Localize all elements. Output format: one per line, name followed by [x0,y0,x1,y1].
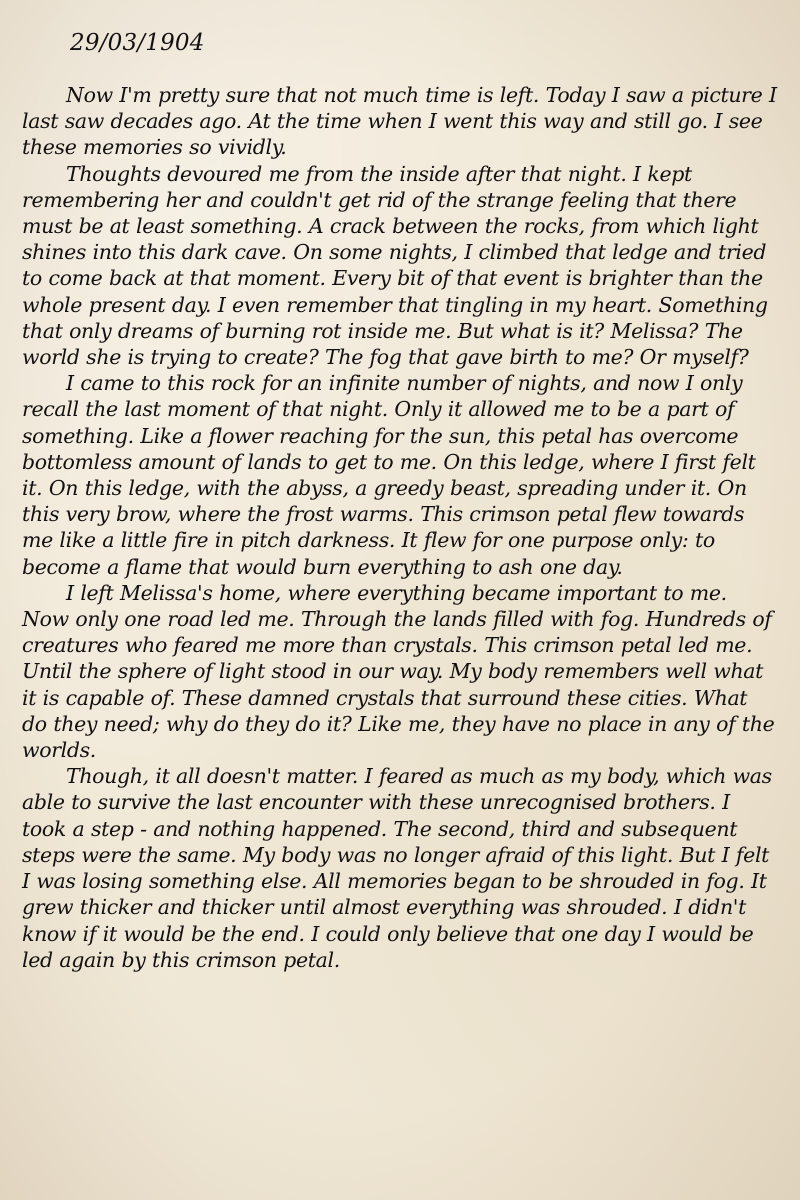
paragraph-2: Thoughts devoured me from the inside after that night. I kept remembering her and couldn't get rid of the strange feeling that there must be at least something. A crack between the rocks, from which light shines into this dark cave. On some nights, I climbed that ledge and tried to come back at that moment. Every bit of that event is brighter than the whole present day. I even remember that tingling in my heart. Something that only dreams of burning rot inside me. But what is it? Melissa? The world she is trying to create? The fog that gave birth to me? Or myself? [22,161,768,370]
entry-date: 29/03/1904 [70,30,205,56]
paragraph-1: Now I'm pretty sure that not much time is left. Today I saw a picture I last saw decades ago. At the time when I went this way and still go. I see these memories so vividly. [22,83,777,160]
paragraph-3: I came to this rock for an infinite number of nights, and now I only recall the last moment of that night. Only it allowed me to be a part of something. Like a flower reaching for the sun, this petal has overcome bottomless amount of lands to get to me. On this ledge, where I first felt it. On this ledge, with the abyss, a greedy beast, spreading under it. On this very brow, where the frost warms. This crimson petal flew towards me like a little fire in pitch darkness. It flew for one purpose only: to become a flame that would burn everything to ash one day. [22,371,756,579]
journal-entry [22,82,778,973]
paragraph-5: Though, it all doesn't matter. I feared as much as my body, which was able to survive the last encounter with these unrecognised brothers. I took a step - and nothing happened. The second, third and subsequent steps were the same. My body was no longer afraid of this light. But I felt I was losing something else. All memories began to be shrouded in fog. It grew thicker and thicker until almost everything was shrouded. I didn't know if it would be the end. I could only believe that one day I would be led again by this crimson petal. [22,764,772,972]
paragraph-4: I left Melissa's home, where everything became important to me. Now only one road led me. Through the lands filled with fog. Hundreds of creatures who feared me more than crystals. This crimson petal led me. Until the sphere of light stood in our way. My body remembers well what it is capable of. These damned crystals that surround these cities. What do they need; why do they do it? Like me, they have no place in any of the worlds. [22,580,775,763]
